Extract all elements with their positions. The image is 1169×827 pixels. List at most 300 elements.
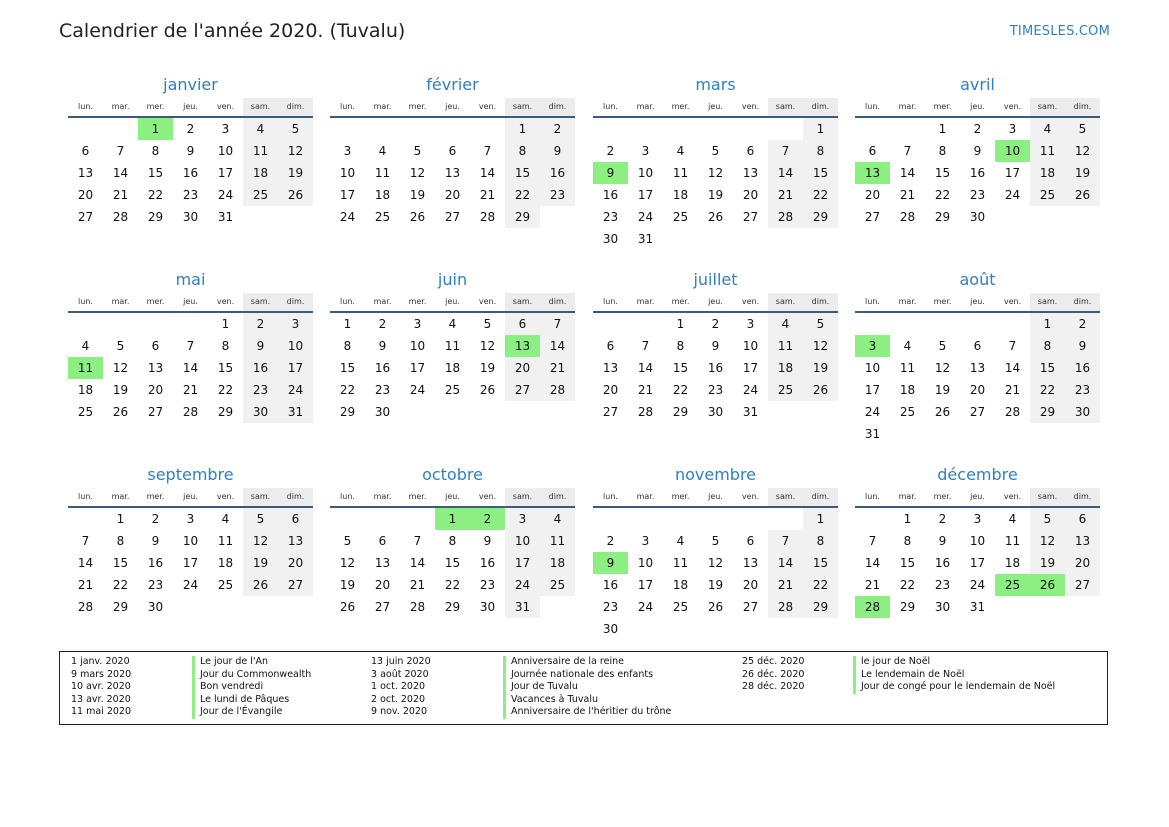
legend-holiday-name: Anniversaire de l'héritier du trône	[503, 706, 671, 719]
day-cell: 20	[602, 383, 619, 397]
day-cell: 16	[243, 357, 278, 379]
day-cell: 4	[676, 144, 685, 158]
day-cell: 3	[413, 317, 422, 331]
day-cell: 13	[1065, 530, 1100, 552]
day-cell: 2	[606, 534, 615, 548]
day-cell: 13	[742, 166, 759, 180]
empty-day-cell	[68, 118, 103, 140]
day-cell: 16	[147, 556, 164, 570]
holiday-day-cell: 2	[470, 508, 505, 530]
day-cell: 14	[182, 361, 199, 375]
day-cell: 24	[339, 210, 356, 224]
weekday-label: mar.	[636, 297, 655, 306]
legend-names-col-3	[853, 656, 1055, 694]
empty-day-cell	[138, 313, 173, 335]
day-cell: 8	[343, 339, 352, 353]
weekday-label: jeu.	[708, 297, 723, 306]
day-cell: 16	[934, 556, 951, 570]
day-cell: 23	[147, 578, 164, 592]
weekday-label: ven.	[216, 492, 235, 501]
day-cell: 15	[339, 361, 356, 375]
day-cell: 14	[1004, 361, 1021, 375]
weekday-label: ven.	[216, 297, 235, 306]
weekday-label: lun.	[603, 297, 618, 306]
day-cell: 3	[505, 508, 540, 530]
day-cell: 27	[444, 210, 461, 224]
day-cell: 1	[676, 317, 685, 331]
day-cell: 3	[278, 313, 313, 335]
day-cell: 15	[899, 556, 916, 570]
day-cell: 28	[899, 210, 916, 224]
day-grid	[855, 118, 1100, 228]
weekday-label: lun.	[603, 102, 618, 111]
day-cell: 2	[938, 512, 947, 526]
weekday-label: sam.	[768, 488, 803, 506]
day-cell: 2	[243, 313, 278, 335]
weekday-label: mar.	[373, 102, 392, 111]
legend-holiday-name: Le jour de l'An	[192, 656, 311, 669]
day-grid	[855, 508, 1100, 618]
day-cell: 6	[868, 144, 877, 158]
day-cell: 5	[1030, 508, 1065, 530]
weekday-label: sam.	[505, 488, 540, 506]
day-cell: 16	[707, 361, 724, 375]
day-cell: 23	[969, 188, 986, 202]
day-grid	[855, 313, 1100, 445]
day-cell: 9	[483, 534, 492, 548]
weekday-label: dim.	[1065, 98, 1100, 116]
weekday-label: lun.	[78, 102, 93, 111]
day-cell: 15	[444, 556, 461, 570]
weekday-label: jeu.	[970, 102, 985, 111]
day-cell: 28	[637, 405, 654, 419]
legend-date: 2 oct. 2020	[371, 693, 426, 705]
day-cell: 18	[217, 556, 234, 570]
day-cell: 1	[116, 512, 125, 526]
day-cell: 22	[803, 184, 838, 206]
empty-day-cell	[628, 118, 663, 140]
day-cell: 17	[969, 556, 986, 570]
weekday-label: ven.	[741, 297, 760, 306]
day-cell: 6	[151, 339, 160, 353]
month-block	[593, 464, 838, 640]
month-name: janvier	[163, 75, 218, 94]
day-cell: 5	[1065, 118, 1100, 140]
day-cell: 4	[540, 508, 575, 530]
day-cell: 28	[768, 206, 803, 228]
day-cell: 25	[899, 405, 916, 419]
day-cell: 24	[742, 383, 759, 397]
empty-day-cell	[733, 118, 768, 140]
day-cell: 22	[112, 578, 129, 592]
day-grid	[68, 508, 313, 618]
day-cell: 21	[899, 188, 916, 202]
day-cell: 5	[243, 508, 278, 530]
month-name: août	[959, 270, 996, 289]
day-cell: 6	[746, 144, 755, 158]
day-cell: 3	[641, 144, 650, 158]
day-cell: 27	[505, 379, 540, 401]
legend-holiday-name: le jour de Noël	[853, 656, 1055, 669]
weekday-label: mar.	[898, 102, 917, 111]
weekday-label: dim.	[1065, 293, 1100, 311]
day-cell: 5	[711, 144, 720, 158]
weekday-label: jeu.	[183, 297, 198, 306]
weekday-label: mer.	[933, 297, 952, 306]
day-cell: 16	[182, 166, 199, 180]
weekday-label: lun.	[340, 297, 355, 306]
day-cell: 24	[278, 379, 313, 401]
day-cell: 13	[374, 556, 391, 570]
day-cell: 25	[217, 578, 234, 592]
day-cell: 15	[803, 552, 838, 574]
weekday-label: mer.	[146, 492, 165, 501]
day-cell: 7	[116, 144, 125, 158]
day-cell: 31	[864, 427, 881, 441]
weekday-label: mar.	[636, 492, 655, 501]
day-cell: 17	[1004, 166, 1021, 180]
day-cell: 6	[448, 144, 457, 158]
day-cell: 4	[243, 118, 278, 140]
legend-names-col-1	[192, 656, 311, 719]
month-name: avril	[960, 75, 995, 94]
day-cell: 23	[374, 383, 391, 397]
day-cell: 20	[77, 188, 94, 202]
weekday-label: lun.	[340, 492, 355, 501]
month-block	[68, 269, 313, 423]
day-cell: 4	[378, 144, 387, 158]
weekday-label: mer.	[408, 492, 427, 501]
day-cell: 12	[409, 166, 426, 180]
empty-day-cell	[68, 508, 103, 530]
weekday-header	[855, 488, 1100, 508]
weekday-header	[593, 488, 838, 508]
day-cell: 27	[278, 574, 313, 596]
day-cell: 19	[803, 357, 838, 379]
day-cell: 28	[1004, 405, 1021, 419]
day-cell: 7	[768, 530, 803, 552]
day-cell: 21	[864, 578, 881, 592]
day-cell: 8	[448, 534, 457, 548]
day-cell: 20	[278, 552, 313, 574]
page-title: Calendrier de l'année 2020. (Tuvalu)	[59, 20, 406, 42]
legend-date: 28 déc. 2020	[742, 681, 805, 693]
day-cell: 24	[637, 600, 654, 614]
day-cell: 14	[899, 166, 916, 180]
weekday-label: mar.	[898, 492, 917, 501]
weekday-label: mer.	[933, 102, 952, 111]
empty-day-cell	[400, 508, 435, 530]
day-cell: 20	[742, 188, 759, 202]
legend-holiday-name: Jour de Tuvalu	[503, 681, 671, 694]
month-name: novembre	[674, 465, 757, 484]
weekday-label: sam.	[768, 98, 803, 116]
holiday-day-cell: 13	[855, 162, 890, 184]
day-cell: 18	[540, 552, 575, 574]
day-cell: 25	[374, 210, 391, 224]
day-cell: 9	[1065, 335, 1100, 357]
day-cell: 7	[81, 534, 90, 548]
weekday-label: ven.	[1003, 297, 1022, 306]
day-grid	[330, 118, 575, 228]
day-cell: 7	[483, 144, 492, 158]
day-cell: 26	[934, 405, 951, 419]
empty-day-cell	[855, 508, 890, 530]
day-cell: 25	[243, 184, 278, 206]
day-cell: 3	[221, 122, 230, 136]
day-cell: 13	[147, 361, 164, 375]
day-cell: 30	[182, 210, 199, 224]
day-cell: 7	[641, 339, 650, 353]
weekday-label: ven.	[478, 297, 497, 306]
day-cell: 2	[606, 144, 615, 158]
day-cell: 25	[540, 574, 575, 596]
legend-date: 9 nov. 2020	[371, 706, 427, 718]
month-block	[855, 269, 1100, 445]
day-cell: 8	[803, 530, 838, 552]
holiday-day-cell: 28	[855, 596, 890, 618]
day-cell: 8	[938, 144, 947, 158]
weekday-label: mer.	[933, 492, 952, 501]
day-cell: 24	[1004, 188, 1021, 202]
day-cell: 18	[444, 361, 461, 375]
legend-holiday-name: Bon vendredi	[192, 681, 311, 694]
day-cell: 18	[243, 162, 278, 184]
day-cell: 19	[112, 383, 129, 397]
day-cell: 11	[672, 556, 689, 570]
empty-day-cell	[365, 508, 400, 530]
day-cell: 12	[479, 339, 496, 353]
day-cell: 6	[973, 339, 982, 353]
day-cell: 12	[1030, 530, 1065, 552]
weekday-header	[593, 98, 838, 118]
holiday-day-cell: 9	[593, 552, 628, 574]
weekday-label: mar.	[111, 102, 130, 111]
day-cell: 10	[409, 339, 426, 353]
weekday-header	[68, 293, 313, 313]
day-cell: 29	[672, 405, 689, 419]
day-cell: 26	[803, 379, 838, 401]
day-cell: 9	[973, 144, 982, 158]
day-cell: 13	[77, 166, 94, 180]
day-cell: 16	[540, 162, 575, 184]
weekday-header	[68, 98, 313, 118]
day-cell: 11	[374, 166, 391, 180]
day-cell: 24	[505, 574, 540, 596]
day-cell: 22	[1030, 379, 1065, 401]
legend-dates-col-2	[371, 656, 431, 719]
day-cell: 30	[969, 210, 986, 224]
day-cell: 10	[278, 335, 313, 357]
legend-date: 1 janv. 2020	[71, 656, 130, 667]
day-cell: 24	[969, 578, 986, 592]
day-cell: 21	[112, 188, 129, 202]
day-cell: 27	[374, 600, 391, 614]
day-cell: 29	[1030, 401, 1065, 423]
day-cell: 30	[602, 622, 619, 636]
weekday-label: mer.	[408, 297, 427, 306]
day-cell: 17	[409, 361, 426, 375]
legend-date: 9 mars 2020	[71, 668, 132, 680]
day-cell: 17	[637, 578, 654, 592]
weekday-header	[855, 98, 1100, 118]
day-cell: 19	[479, 361, 496, 375]
weekday-label: jeu.	[183, 102, 198, 111]
day-cell: 3	[973, 512, 982, 526]
day-cell: 23	[707, 383, 724, 397]
day-cell: 26	[243, 574, 278, 596]
day-cell: 9	[243, 335, 278, 357]
legend-names-col-2	[503, 656, 671, 719]
day-cell: 1	[221, 317, 230, 331]
day-cell: 11	[444, 339, 461, 353]
holiday-day-cell: 3	[855, 335, 890, 357]
weekday-label: ven.	[1003, 492, 1022, 501]
day-cell: 20	[374, 578, 391, 592]
day-cell: 11	[217, 534, 234, 548]
day-cell: 25	[768, 379, 803, 401]
day-cell: 7	[768, 140, 803, 162]
empty-day-cell	[593, 508, 628, 530]
day-cell: 21	[768, 184, 803, 206]
day-cell: 28	[182, 405, 199, 419]
day-cell: 4	[81, 339, 90, 353]
day-cell: 7	[1008, 339, 1017, 353]
weekday-label: dim.	[278, 98, 313, 116]
day-cell: 10	[505, 530, 540, 552]
weekday-header	[68, 488, 313, 508]
day-cell: 13	[278, 530, 313, 552]
legend-date: 13 juin 2020	[371, 656, 431, 667]
day-cell: 1	[938, 122, 947, 136]
day-cell: 10	[969, 534, 986, 548]
day-cell: 14	[77, 556, 94, 570]
weekday-label: mer.	[671, 297, 690, 306]
day-cell: 27	[77, 210, 94, 224]
weekday-label: mar.	[636, 102, 655, 111]
day-cell: 25	[672, 600, 689, 614]
day-cell: 27	[742, 210, 759, 224]
holiday-day-cell: 1	[138, 118, 173, 140]
day-cell: 8	[505, 140, 540, 162]
day-cell: 26	[707, 600, 724, 614]
day-cell: 2	[186, 122, 195, 136]
day-cell: 17	[278, 357, 313, 379]
day-cell: 14	[768, 552, 803, 574]
day-cell: 4	[448, 317, 457, 331]
day-cell: 19	[707, 188, 724, 202]
day-cell: 27	[602, 405, 619, 419]
day-cell: 20	[864, 188, 881, 202]
day-cell: 7	[186, 339, 195, 353]
month-block	[68, 464, 313, 618]
day-cell: 27	[864, 210, 881, 224]
month-block	[68, 74, 313, 228]
day-cell: 1	[505, 118, 540, 140]
weekday-label: jeu.	[708, 492, 723, 501]
day-cell: 14	[637, 361, 654, 375]
day-grid	[330, 508, 575, 618]
month-name: septembre	[147, 465, 234, 484]
day-cell: 8	[676, 339, 685, 353]
month-name: juin	[437, 270, 468, 289]
day-cell: 22	[147, 188, 164, 202]
month-block	[593, 269, 838, 423]
weekday-label: mer.	[146, 102, 165, 111]
weekday-header	[330, 488, 575, 508]
brand-link[interactable]: TIMESLES.COM	[1009, 24, 1110, 39]
day-cell: 30	[707, 405, 724, 419]
weekday-label: jeu.	[970, 297, 985, 306]
day-cell: 14	[864, 556, 881, 570]
empty-day-cell	[698, 118, 733, 140]
legend-date: 25 déc. 2020	[742, 656, 805, 667]
weekday-label: lun.	[78, 492, 93, 501]
day-cell: 23	[182, 188, 199, 202]
weekday-label: ven.	[1003, 102, 1022, 111]
day-cell: 4	[1030, 118, 1065, 140]
day-cell: 14	[540, 335, 575, 357]
legend-date: 10 avr. 2020	[71, 681, 131, 693]
day-cell: 16	[479, 556, 496, 570]
day-cell: 8	[803, 140, 838, 162]
empty-day-cell	[470, 118, 505, 140]
day-cell: 17	[637, 188, 654, 202]
day-cell: 29	[505, 206, 540, 228]
month-block	[330, 269, 575, 423]
empty-day-cell	[103, 313, 138, 335]
day-cell: 23	[243, 379, 278, 401]
day-cell: 26	[409, 210, 426, 224]
legend-date: 11 mai 2020	[71, 706, 132, 718]
day-cell: 22	[934, 188, 951, 202]
day-cell: 2	[711, 317, 720, 331]
day-cell: 26	[112, 405, 129, 419]
day-cell: 24	[637, 210, 654, 224]
day-cell: 24	[409, 383, 426, 397]
day-cell: 27	[1065, 574, 1100, 596]
day-cell: 11	[1004, 534, 1021, 548]
empty-day-cell	[103, 118, 138, 140]
day-cell: 26	[339, 600, 356, 614]
empty-day-cell	[925, 313, 960, 335]
day-cell: 21	[182, 383, 199, 397]
empty-day-cell	[768, 508, 803, 530]
weekday-header	[593, 293, 838, 313]
month-block	[330, 464, 575, 618]
day-cell: 7	[903, 144, 912, 158]
day-cell: 5	[278, 118, 313, 140]
day-cell: 13	[969, 361, 986, 375]
empty-day-cell	[960, 313, 995, 335]
day-cell: 1	[343, 317, 352, 331]
day-cell: 27	[742, 600, 759, 614]
weekday-header	[855, 293, 1100, 313]
weekday-label: lun.	[865, 297, 880, 306]
day-cell: 31	[637, 232, 654, 246]
day-cell: 21	[479, 188, 496, 202]
empty-day-cell	[663, 118, 698, 140]
day-cell: 10	[637, 166, 654, 180]
day-cell: 17	[864, 383, 881, 397]
day-cell: 12	[803, 335, 838, 357]
day-cell: 19	[707, 578, 724, 592]
day-cell: 11	[540, 530, 575, 552]
empty-day-cell	[698, 508, 733, 530]
empty-day-cell	[435, 118, 470, 140]
day-cell: 2	[378, 317, 387, 331]
day-cell: 27	[147, 405, 164, 419]
